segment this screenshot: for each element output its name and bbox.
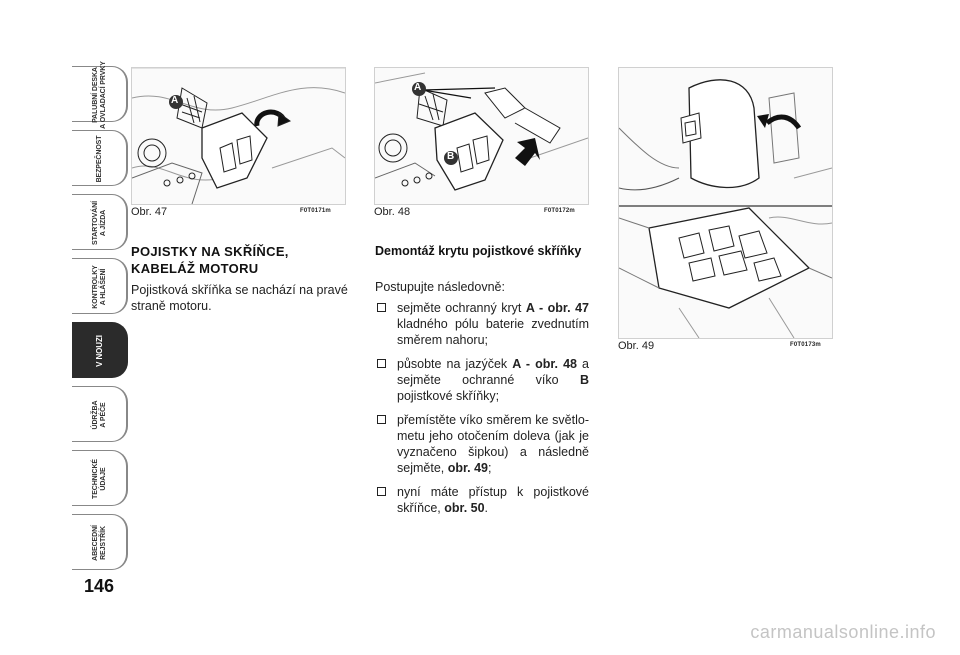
fuse-box-open-illustration	[619, 68, 832, 338]
checkbox-bullet-icon	[377, 415, 386, 424]
figure-48-caption: Obr. 48	[374, 206, 411, 218]
checkbox-bullet-icon	[377, 359, 386, 368]
tab-bezpecnost[interactable]	[72, 130, 128, 186]
steps-list	[375, 300, 589, 524]
tab-label: KONTROLKY A HLÁŠENÍ	[92, 265, 107, 309]
tab-label: ABECEDNÍ REJSTŘÍK	[92, 525, 107, 561]
figure-48-code: F0T0172m	[544, 208, 575, 214]
battery-cover-illustration	[132, 68, 345, 204]
figure-49-caption: Obr. 49	[618, 340, 655, 352]
tab-label: TECHNICKÉ ÚDAJE	[92, 459, 107, 499]
callout-a: A	[171, 95, 179, 106]
steps-intro: Postupujte následovně:	[375, 280, 505, 294]
tab-technicke-udaje[interactable]	[72, 450, 128, 506]
tab-udrzba[interactable]	[72, 386, 128, 442]
section-paragraph: Pojistková skříňka se nachází na pravé straně motoru.	[131, 283, 348, 313]
list-item: sejměte ochranný kryt A - obr. 47 kladného pólu baterie zvednutím směrem nahoru;	[375, 300, 589, 348]
tab-label: PALUBNÍ DESKA A OVLADACÍ PRVKY	[92, 61, 107, 129]
page-number: 146	[84, 576, 115, 596]
tab-startovani[interactable]	[72, 194, 128, 250]
watermark: carmanualsonline.info	[750, 622, 936, 642]
fuse-box-lid-illustration	[375, 68, 588, 204]
figure-49-image	[618, 67, 833, 339]
figure-47-image	[131, 67, 346, 205]
tab-abecedni-rejstrik[interactable]	[72, 514, 128, 570]
list-item: přemístěte víko směrem ke světlo-metu jeho otočením doleva (jak je vyznačeno šipkou) a následně sejměte, obr. 49;	[375, 412, 589, 476]
tab-label: BEZPEČNOST	[96, 135, 103, 183]
callout-a: A	[414, 82, 422, 93]
figure-47-caption: Obr. 47	[131, 206, 168, 218]
tab-label: ÚDRŽBA A PÉČE	[92, 400, 107, 430]
figure-48-image	[374, 67, 589, 205]
subsection-heading: Demontáž krytu pojistkové skříňky	[375, 244, 582, 258]
tab-v-nouzi[interactable]	[72, 322, 128, 378]
tab-label: STARTOVÁNÍ A JÍZDA	[92, 201, 107, 245]
tab-palubni-deska[interactable]	[72, 61, 128, 129]
section-heading: POJISTKY NA SKŘÍŇCE, KABELÁŽ MOTORU	[131, 244, 289, 276]
list-item: nyní máte přístup k pojistkové skříňce, obr. 50.	[375, 484, 589, 516]
figure-49-code: F0T0173m	[790, 342, 821, 348]
checkbox-bullet-icon	[377, 303, 386, 312]
callout-b: B	[447, 151, 455, 162]
list-item: působte na jazýček A - obr. 48 a sejměte ochranné víko B pojistkové skříňky;	[375, 356, 589, 404]
checkbox-bullet-icon	[377, 487, 386, 496]
figure-47-code: F0T0171m	[300, 208, 331, 214]
chapter-sidebar	[72, 61, 130, 566]
tab-label: V NOUZI	[95, 335, 104, 367]
tab-kontrolky[interactable]	[72, 258, 128, 314]
